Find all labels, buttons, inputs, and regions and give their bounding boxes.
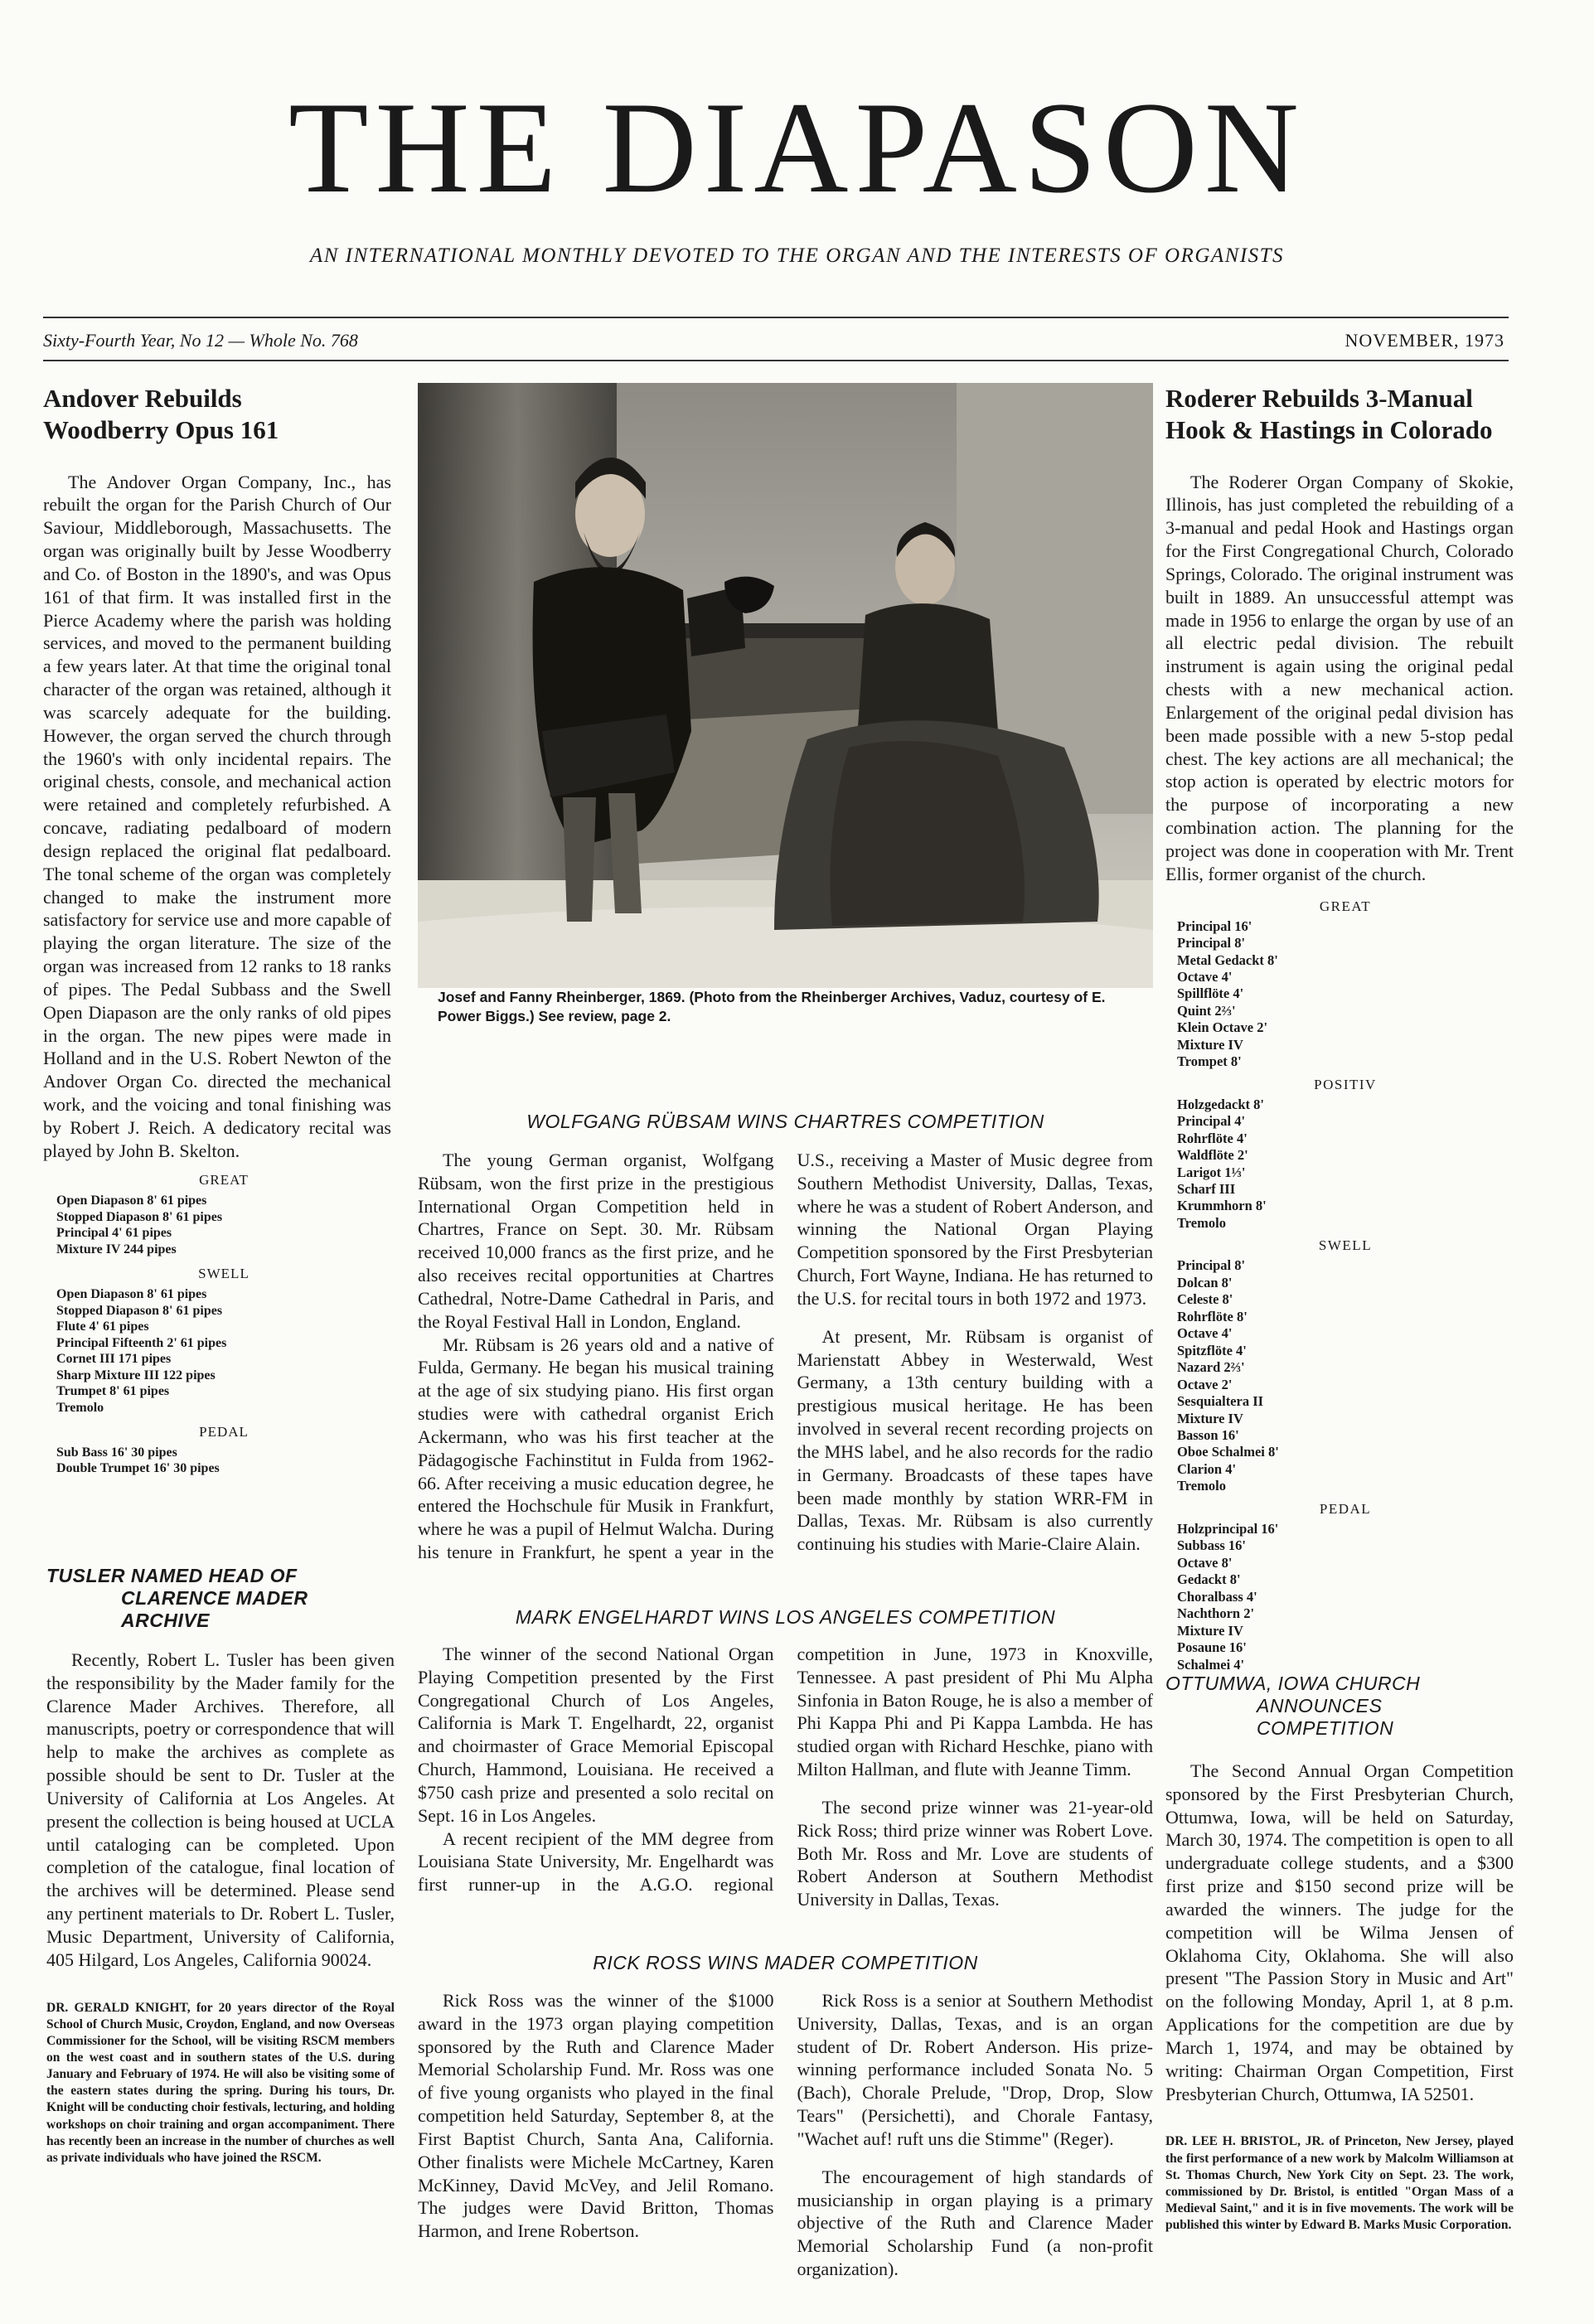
issue-date: NOVEMBER, 1973 — [1344, 330, 1504, 351]
ottumwa-title-line-2: ANNOUNCES COMPETITION — [1257, 1695, 1394, 1739]
stop-item: Quint 2⅔' — [1177, 1002, 1236, 1019]
andover-stoplist — [43, 1172, 391, 1476]
engelhardt-paragraph-1: The winner of the second National Organ Playing Competition presented by the First Congregational Church of Los Angeles, California is Mark T. Engelhardt, 22, organist and choirmaster of Grace Memorial Episcopal Church, Hammond, Louisiana. He received a $750 cash prize and presented a solo recital on Sept. 16 in Los Angeles. — [418, 1644, 774, 1826]
stop-item: Stopped Diapason 8' 61 pipes — [56, 1303, 223, 1318]
rubsam-body — [418, 1149, 1153, 1564]
photo-caption: Josef and Fanny Rheinberger, 1869. (Photo from the Rheinberger Archives, Vaduz, courtesy of E. Power Biggs.) See review, page 2. — [438, 989, 1106, 1024]
roderer-title — [1165, 383, 1514, 446]
roderer-article — [1165, 383, 1514, 1673]
stop-item: Trumpet 8' 61 pipes — [56, 1384, 170, 1399]
roderer-positiv-list — [1177, 1097, 1514, 1232]
stop-item: Spitzflöte 4' — [1177, 1342, 1247, 1358]
stop-item: Mixture IV — [1177, 1410, 1243, 1426]
stop-item: Nachthorn 2' — [1177, 1605, 1255, 1622]
stop-item: Principal 4' — [1177, 1113, 1246, 1130]
stop-item: Larigot 1⅓' — [1177, 1164, 1246, 1180]
issue-rule — [43, 360, 1509, 361]
ottumwa-title-line-1: OTTUMWA, IOWA CHURCH — [1165, 1673, 1421, 1694]
engelhardt-title: MARK ENGELHARDT WINS LOS ANGELES COMPETITION — [515, 1606, 1056, 1628]
andover-great-heading: GREAT — [199, 1172, 249, 1189]
stop-item: Tremolo — [1177, 1478, 1226, 1494]
engelhardt-body — [418, 1643, 1153, 1911]
ross-paragraph-2: Rick Ross is a senior at Southern Methodist University, Dallas, Texas, and is an organ student of Dr. Robert Anderson. His prize-winning performance included Sonata No. 5 (Bach), Chorale Prelude, "Drop, Drop, Slow Tears" (Persichetti), and Chorale Fantasy, "Wachet auf! ruft uns die Stimme" (Reger). — [797, 1990, 1153, 2149]
stop-item: Subbass 16' — [1177, 1537, 1247, 1554]
roderer-title-line-2: Hook & Hastings in Colorado — [1165, 414, 1493, 444]
stop-item: Rohrflöte 4' — [1177, 1130, 1248, 1146]
andover-swell-heading: SWELL — [198, 1266, 250, 1282]
stop-item: Cornet III 171 pipes — [56, 1352, 172, 1367]
stop-item: Basson 16' — [1177, 1427, 1239, 1443]
rubsam-paragraph-3: At present, Mr. Rübsam is organist of Marienstatt Abbey in Westerwald, West Germany, a 13th century building with a prestigious musical heritage. He has been involved in several recent recording projects on the MHS label, and he also records for the radio in Germany. Broadcasts of these tapes have been made monthly by station WRR-FM in Dallas, Texas. Mr. Rübsam is also currently continuing his studies with Marie-Claire Alain. — [797, 1325, 1153, 1555]
stop-item: Rohrflöte 8' — [1177, 1308, 1248, 1324]
top-rule — [43, 317, 1509, 318]
andover-great-list — [56, 1193, 391, 1257]
stop-item: Schalmei 4' — [1177, 1656, 1245, 1673]
andover-title-line-1: Andover Rebuilds — [43, 384, 242, 413]
ross-title: RICK ROSS WINS MADER COMPETITION — [593, 1952, 978, 1973]
stop-item: Metal Gedackt 8' — [1177, 951, 1278, 968]
stop-item: Spillflöte 4' — [1177, 985, 1244, 1002]
stop-item: Tremolo — [56, 1400, 104, 1415]
stop-item: Stopped Diapason 8' 61 pipes — [56, 1209, 223, 1224]
stop-item: Sharp Mixture III 122 pipes — [56, 1368, 216, 1382]
engelhardt-paragraph-2: A recent recipient of the MM degree from Louisiana State University, Mr. Engelhardt was first runner-up in the A.G.O. regional competition in June, 1973 in Knoxville, Tennessee. A past president of Phi Mu Alpha Sinfonia in Baton Rouge, he is also a member of Phi Kappa Phi and Pi Kappa Lambda. He has studied organ with Richard Heschke, piano with Milton Hallman, and flute with Jeanne Timm. — [418, 1644, 1153, 1896]
roderer-great-heading: GREAT — [1319, 898, 1372, 914]
andover-body — [43, 471, 391, 1163]
ross-paragraph-3: The encouragement of high standards of musicianship in organ playing is a primary objective of the Ruth and Clarence Mader Memorial Scholarship Fund (a non-profit organization). — [797, 2166, 1153, 2280]
stop-item: Waldflöte 2' — [1177, 1147, 1248, 1164]
rubsam-paragraph-1: The young German organist, Wolfgang Rübsam, won the first prize in the prestigious International Organ Competition held in Chartres, France on Sept. 30. Mr. Rübsam received 10,000 francs as the first prize, and he also receives recital opportunities at Chartres Cathedral, Notre-Dame Cathedral in Paris, and the Royal Festival Hall in London, England. — [418, 1150, 774, 1332]
tusler-body — [46, 1649, 395, 1972]
engelhardt-paragraph-3: The second prize winner was 21-year-old Rick Ross; third prize winner was Robert Love. Both Mr. Ross and Mr. Love are students of Robert Anderson at Southern Methodist University in Dallas, Texas. — [797, 1796, 1153, 1910]
stop-item: Holzprincipal 16' — [1177, 1520, 1279, 1537]
masthead-title: THE DIAPASON — [288, 75, 1306, 220]
ottumwa-article — [1165, 1673, 1514, 2234]
stop-item: Principal 8' — [1177, 1257, 1246, 1274]
roderer-swell-heading: SWELL — [1318, 1237, 1373, 1254]
bristol-note: DR. LEE H. BRISTOL, JR. of Princeton, New Jersey, played the first performance of a new work by Malcolm Williamson at St. Thomas Church, New York City on Sept. 23. The work, commissioned by Dr. Bristol, is entitled "Organ Mass of a Medieval Saint," and it is in five movements. The work will be published this winter by Edward B. Marks Music Corporation. — [1165, 2134, 1514, 2233]
tusler-title — [46, 1565, 395, 1632]
issue-number: Sixty-Fourth Year, No 12 — Whole No. 768 — [43, 330, 358, 351]
stop-item: Sesquialtera II — [1177, 1393, 1264, 1410]
roderer-title-line-1: Roderer Rebuilds 3-Manual — [1165, 384, 1473, 413]
roderer-body-text: The Roderer Organ Company of Skokie, Illinois, has just completed the rebuilding of a 3-manual and pedal Hook and Hastings organ for the First Congregational Church, Colorado Springs, Colorado. The original instrument was built in 1889. An unsuccessful attempt was made in 1956 to enlarge the organ by use of an all electric pedal division. The rebuilt instrument is again using the original pedal chests with a new mechanical action. Enlargement of the original pedal division has been made possible with a new 5-stop pedal chest. The key actions are all mechanical; the stop action is operated by electric motors for the purpose of incorporating a new combination action. The planning for the project was done in cooperation with Mr. Trent Ellis, former organist of the church. — [1165, 471, 1514, 884]
stop-item: Principal 4' 61 pipes — [56, 1226, 172, 1241]
stop-item: Flute 4' 61 pipes — [56, 1319, 149, 1334]
stop-item: Trompet 8' — [1177, 1053, 1242, 1070]
roderer-great-list — [1177, 918, 1514, 1071]
andover-swell-list — [56, 1286, 391, 1416]
roderer-body — [1165, 471, 1514, 886]
stop-item: Clarion 4' — [1177, 1460, 1237, 1477]
roderer-pedal-heading: PEDAL — [1319, 1500, 1372, 1517]
stop-item: Open Diapason 8' 61 pipes — [56, 1193, 207, 1208]
stop-item: Oboe Schalmei 8' — [1177, 1444, 1279, 1460]
ottumwa-body — [1165, 1760, 1514, 2105]
stop-item: Mixture IV — [1177, 1622, 1243, 1639]
rubsam-paragraph-2: Mr. Rübsam is 26 years old and a native of Fulda, Germany. He began his musical training at the age of six studying piano. His first organ studies were with cathedral organist Erich Ackermann, who was his first teacher at the Pädagogische Fachinstitut in Fulda from 1962-66. After receiving a music education degree, he entered the Hochschule für Musik in Frankfurt, where he was a pupil of Helmut Walcha. During his tenure in Frankfurt, he spent a year in the U.S., receiving a Master of Music degree from Southern Methodist University, Dallas, Texas, where he was a student of Robert Anderson, and winning the National Organ Playing Competition sponsored by the First Presbyterian Church, Fort Wayne, Indiana. He has returned to the U.S. for recital tours in both 1972 and 1973. — [418, 1150, 1153, 1563]
stop-item: Krummhorn 8' — [1177, 1198, 1267, 1214]
stop-item: Holzgedackt 8' — [1177, 1096, 1264, 1112]
stop-item: Tremolo — [1177, 1214, 1226, 1231]
andover-body-text: The Andover Organ Company, Inc., has rebuilt the organ for the Parish Church of Our Saviour, Middleborough, Massachusetts. The organ was originally built by Jesse Woodberry and Co. of Boston in the 1890's, and was Opus 161 of that firm. It was installed first in the Pierce Academy where the parish was holding services, and moved to the permanent building a few years later. At that time the original tonal character of the organ was retained, although it was scarcely adequate for the building. However, the organ served the church through the 1960's with only incidental repairs. The original chests, console, and mechanical action were retained and completely refurbished. A concave, radiating pedalboard of modern design replaced the original flat pedalboard. The tonal scheme of the organ was completely changed to make the instrument more satisfactory for service use and more capable of playing the organ literature. The size of the organ was increased from 12 ranks to 18 ranks of pipes. The Pedal Subbass and the Swell Open Diapason are the only ranks of old pipes in the organ. The new pipes were made in Holland and in the U.S. Robert Newton of the Andover Organ Co. directed the mechanical work, and the voicing and tonal finishing was by Robert J. Reich. A dedicatory recital was played by John B. Skelton. — [43, 471, 391, 1161]
tusler-title-line-1: TUSLER NAMED HEAD OF — [46, 1565, 298, 1586]
stop-item: Choralbass 4' — [1177, 1588, 1257, 1605]
andover-article — [43, 383, 391, 1477]
ottumwa-title — [1165, 1673, 1514, 1740]
roderer-positiv-heading: POSITIV — [1314, 1076, 1377, 1092]
ottumwa-body-text: The Second Annual Organ Competition sponsored by the First Presbyterian Church, Ottumwa, Iowa, will be held on Saturday, March 30, 1974. The competition is open to all undergraduate college students, and a $300 first prize and $150 second prize will be awarded the winners. The judge for the competition will be Wilma Jensen of Oklahoma City, Oklahoma. She will also present "The Passion Story in Music and Art" on the following Monday, April 1, at 8 p.m. Applications for the competition are due by March 1, 1974, and may be obtained by writing: Chairman Organ Competition, First Presbyterian Church, Ottumwa, IA 52501. — [1165, 1760, 1514, 2104]
masthead-tagline: AN INTERNATIONAL MONTHLY DEVOTED TO THE ORGAN AND THE INTERESTS OF ORGANISTS — [309, 245, 1285, 267]
stop-item: Octave 2' — [1177, 1376, 1233, 1392]
stop-item: Open Diapason 8' 61 pipes — [56, 1287, 207, 1301]
stop-item: Celeste 8' — [1177, 1291, 1233, 1308]
andover-pedal-list — [56, 1445, 391, 1477]
tusler-article — [46, 1565, 395, 2167]
stop-item: Octave 4' — [1177, 968, 1233, 985]
stop-item: Posaune 16' — [1177, 1639, 1247, 1656]
stop-item: Octave 8' — [1177, 1554, 1233, 1571]
stop-item: Double Trumpet 16' 30 pipes — [56, 1461, 220, 1476]
tusler-body-text: Recently, Robert L. Tusler has been given the responsibility by the Mader family for the Clarence Mader Archives. Therefore, all manuscripts, poetry or correspondence that will help to make the archives as complete as possible should be sent to Dr. Tusler at the University of California at Los Angeles. At present the collection is being housed at UCLA until cataloging can be completed. Upon completion of the catalogue, final location of the archives will be determined. Please send any pertinent materials to Dr. Robert L. Tusler, Music Department, University of California, 405 Hilgard, Los Angeles, California 90024. — [46, 1649, 395, 1970]
rubsam-title: WOLFGANG RÜBSAM WINS CHARTRES COMPETITION — [526, 1111, 1044, 1132]
stop-item: Gedackt 8' — [1177, 1571, 1241, 1588]
stop-item: Nazard 2⅔' — [1177, 1359, 1245, 1376]
stop-item: Principal Fifteenth 2' 61 pipes — [56, 1335, 227, 1350]
ross-paragraph-1: Rick Ross was the winner of the $1000 award in the 1973 organ playing competition sponsored by the Ruth and Clarence Mader Memorial Scholarship Fund. Mr. Ross was one of five young organists who played in the final competition held Saturday, September 8, at the First Baptist Church, Santa Ana, California. Other finalists were Michele McCartney, Karen McKinney, David McVey, and Jelil Romano. The judges were David Britton, Thomas Harmon, and Irene Robertson. — [418, 1990, 774, 2242]
roderer-swell-list — [1177, 1257, 1514, 1494]
stop-item: Sub Bass 16' 30 pipes — [56, 1445, 177, 1460]
stop-item: Octave 4' — [1177, 1325, 1233, 1342]
stop-item: Principal 8' — [1177, 935, 1246, 951]
rheinberger-photo-image — [418, 383, 1153, 988]
tusler-title-line-2: CLARENCE MADER ARCHIVE — [121, 1587, 308, 1631]
stop-item: Principal 16' — [1177, 917, 1252, 934]
stop-item: Mixture IV 244 pipes — [56, 1242, 177, 1256]
roderer-pedal-list — [1177, 1521, 1514, 1673]
stop-item: Dolcan 8' — [1177, 1274, 1233, 1290]
ross-body — [418, 1989, 1153, 2281]
roderer-stoplist — [1165, 898, 1514, 1673]
andover-title-line-2: Woodberry Opus 161 — [43, 414, 279, 444]
rheinberger-photo — [418, 383, 1153, 988]
stop-item: Mixture IV — [1177, 1036, 1243, 1053]
knight-note: DR. GERALD KNIGHT, for 20 years director of the Royal School of Church Music, Croydon, England, and now Overseas Commissioner for the School, will be visiting RSCM members on the west coast and in southern states of the U.S. during January and February of 1974. He will also be visiting some of the eastern states during the spring. During his tours, Dr. Knight will be conducting choir festivals, lecturing, and holding workshops on choir training and organ accompaniment. There has recently been an increase in the number of churches as well as private individuals who have joined the RSCM. — [46, 2000, 395, 2165]
stop-item: Klein Octave 2' — [1177, 1019, 1268, 1036]
andover-title — [43, 383, 391, 446]
andover-pedal-heading: PEDAL — [199, 1424, 249, 1440]
stop-item: Scharf III — [1177, 1181, 1236, 1198]
